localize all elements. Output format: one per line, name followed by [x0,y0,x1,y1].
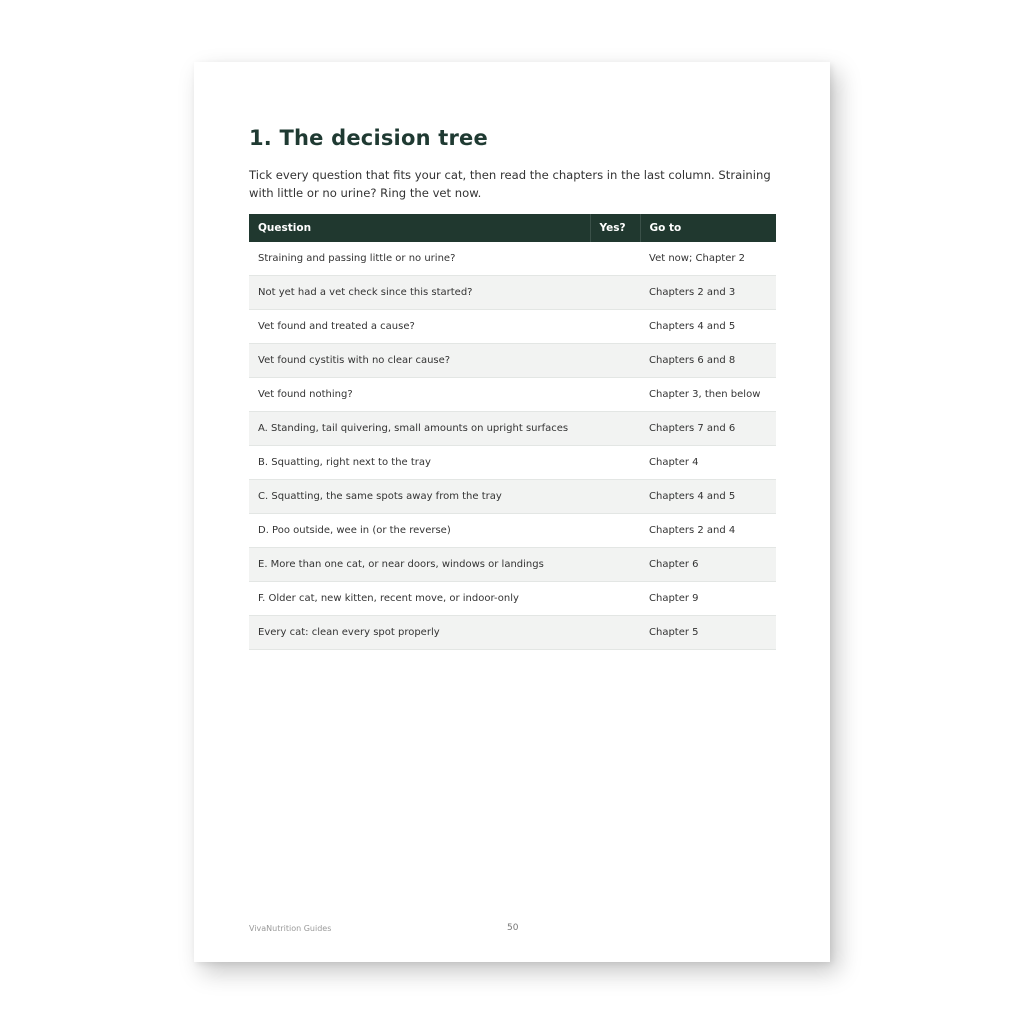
column-header-yes: Yes? [590,214,640,242]
question-cell: F. Older cat, new kitten, recent move, or indoor-only [249,582,590,616]
yes-checkbox-cell[interactable] [590,616,640,650]
page-content [249,122,776,650]
table-row [249,616,776,650]
intro-paragraph: Tick every question that fits your cat, then read the chapters in the last column. Straining with little or no urine? Ring the vet now. [249,168,771,200]
question-cell: E. More than one cat, or near doors, windows or landings [249,548,590,582]
go-to-cell: Chapters 7 and 6 [640,412,776,446]
page-number: 50 [507,923,519,933]
yes-checkbox-cell[interactable] [590,310,640,344]
question-cell: Vet found cystitis with no clear cause? [249,344,590,378]
go-to-cell: Chapters 6 and 8 [640,344,776,378]
go-to-cell: Chapter 4 [640,446,776,480]
yes-checkbox-cell[interactable] [590,412,640,446]
yes-checkbox-cell[interactable] [590,548,640,582]
column-header-go-to: Go to [640,214,776,242]
question-cell: A. Standing, tail quivering, small amounts on upright surfaces [249,412,590,446]
table-row [249,412,776,446]
table-row [249,378,776,412]
decision-tree-table [249,214,776,650]
question-cell: Straining and passing little or no urine? [249,242,590,276]
yes-checkbox-cell[interactable] [590,242,640,276]
column-header-question: Question [249,214,590,242]
table-row [249,344,776,378]
table-row [249,242,776,276]
go-to-cell: Vet now; Chapter 2 [640,242,776,276]
go-to-cell: Chapters 4 and 5 [640,480,776,514]
yes-checkbox-cell[interactable] [590,582,640,616]
table-row [249,310,776,344]
question-cell: B. Squatting, right next to the tray [249,446,590,480]
question-cell: Vet found and treated a cause? [249,310,590,344]
footer-brand: VivaNutrition Guides [249,924,332,933]
table-row [249,582,776,616]
table-row [249,480,776,514]
yes-checkbox-cell[interactable] [590,480,640,514]
question-cell: Not yet had a vet check since this started? [249,276,590,310]
go-to-cell: Chapter 3, then below [640,378,776,412]
table-header-row [249,214,776,242]
table-row [249,276,776,310]
go-to-cell: Chapters 2 and 4 [640,514,776,548]
yes-checkbox-cell[interactable] [590,378,640,412]
go-to-cell: Chapters 2 and 3 [640,276,776,310]
table-body [249,242,776,650]
page-title: 1. The decision tree [249,126,488,150]
go-to-cell: Chapter 6 [640,548,776,582]
yes-checkbox-cell[interactable] [590,514,640,548]
document-page [194,62,830,962]
question-cell: Every cat: clean every spot properly [249,616,590,650]
yes-checkbox-cell[interactable] [590,344,640,378]
yes-checkbox-cell[interactable] [590,276,640,310]
yes-checkbox-cell[interactable] [590,446,640,480]
question-cell: Vet found nothing? [249,378,590,412]
table-row [249,514,776,548]
go-to-cell: Chapter 5 [640,616,776,650]
go-to-cell: Chapter 9 [640,582,776,616]
table-row [249,446,776,480]
question-cell: C. Squatting, the same spots away from the tray [249,480,590,514]
table-row [249,548,776,582]
question-cell: D. Poo outside, wee in (or the reverse) [249,514,590,548]
go-to-cell: Chapters 4 and 5 [640,310,776,344]
